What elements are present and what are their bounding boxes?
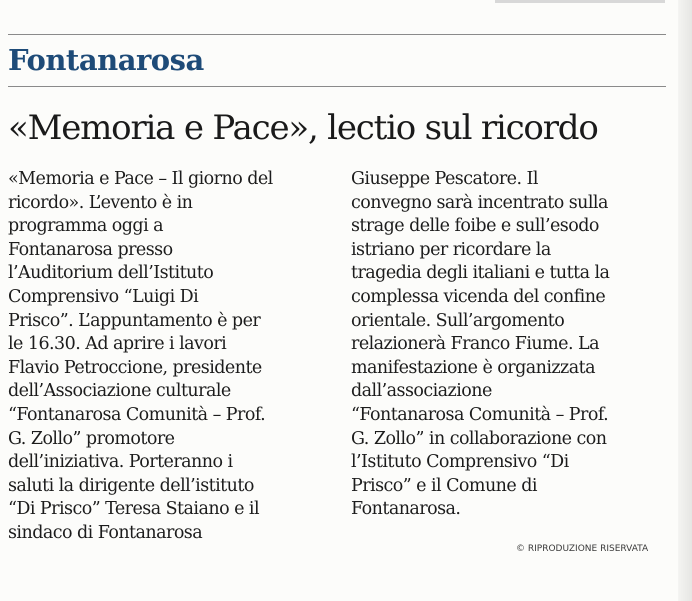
body-line: dall’associazione <box>351 381 492 402</box>
copyright-notice: © RIPRODUZIONE RISERVATA <box>516 544 649 554</box>
body-line: Fontanarosa. <box>351 499 461 520</box>
body-line: manifestazione è organizzata <box>351 357 595 378</box>
body-line: convegno sarà incentrato sulla <box>351 192 608 213</box>
article-body-column-left <box>8 168 338 546</box>
body-line: l’Istituto Comprensivo “Di <box>351 452 569 473</box>
body-line: “Di Prisco” Teresa Staiano e il <box>8 499 259 520</box>
body-line: Fontanarosa presso <box>8 239 173 260</box>
section-title: Fontanarosa <box>8 43 204 77</box>
body-line: orientale. Sull’argomento <box>351 310 565 331</box>
body-line: Flavio Petroccione, presidente <box>8 357 262 378</box>
body-line: programma oggi a <box>8 216 164 237</box>
body-line: tragedia degli italiani e tutta la <box>351 263 610 284</box>
body-line: “Fontanarosa Comunità – Prof. <box>351 404 609 425</box>
body-line: dell’iniziativa. Porteranno i <box>8 452 233 473</box>
body-line: relazionerà Franco Fiume. La <box>351 334 599 355</box>
body-line: Prisco”. L’appuntamento è per <box>8 310 261 331</box>
body-line: G. Zollo” promotore <box>8 428 175 449</box>
section-divider-bottom <box>8 86 666 87</box>
section-divider-top <box>8 34 666 35</box>
body-line: ricordo». L’evento è in <box>8 192 193 213</box>
body-line: Giuseppe Pescatore. Il <box>351 169 538 189</box>
body-line: Prisco” e il Comune di <box>351 475 537 496</box>
body-line: sindaco di Fontanarosa <box>8 522 203 543</box>
page-edge-shadow <box>678 0 692 601</box>
body-line: le 16.30. Ad aprire i lavori <box>8 334 227 355</box>
body-line: l’Auditorium dell’Istituto <box>8 263 214 284</box>
body-line: dell’Associazione culturale <box>8 381 231 402</box>
body-line: «Memoria e Pace – Il giorno del <box>8 169 273 189</box>
body-line: Comprensivo “Luigi Di <box>8 286 199 307</box>
body-line: saluti la dirigente dell’istituto <box>8 475 254 496</box>
top-rule <box>495 0 665 3</box>
body-line: istriano per ricordare la <box>351 239 551 260</box>
body-line: “Fontanarosa Comunità – Prof. <box>8 404 266 425</box>
article-headline: «Memoria e Pace», lectio sul ricordo <box>8 108 598 148</box>
body-line: G. Zollo” in collaborazione con <box>351 428 607 449</box>
body-line: strage delle foibe e sull’esodo <box>351 216 599 237</box>
article-body-column-right <box>351 168 671 522</box>
body-line: complessa vicenda del confine <box>351 286 606 307</box>
